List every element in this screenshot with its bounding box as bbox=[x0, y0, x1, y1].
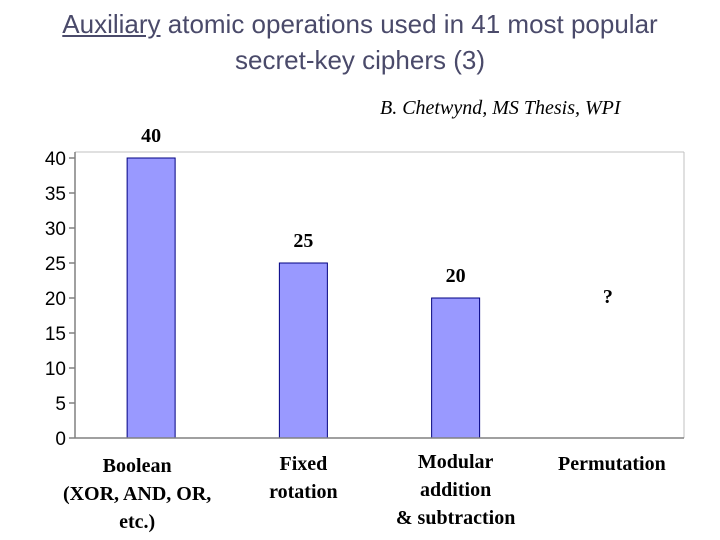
bar-1 bbox=[279, 263, 327, 438]
y-tick-label-10: 10 bbox=[44, 359, 66, 380]
y-tick-label-40: 40 bbox=[44, 149, 66, 170]
data-label-0: 40 bbox=[141, 125, 162, 147]
title-underlined-word: Auxiliary bbox=[62, 9, 161, 39]
citation: B. Chetwynd, MS Thesis, WPI bbox=[380, 97, 621, 119]
data-label-3: ? bbox=[602, 286, 613, 308]
bar-0 bbox=[127, 158, 175, 438]
y-tick-label-20: 20 bbox=[44, 289, 66, 310]
y-tick-label-30: 30 bbox=[44, 219, 66, 240]
category-label-0: Boolean (XOR, AND, OR, etc.) bbox=[62, 455, 212, 533]
category-label-2: Modular addition & subtraction bbox=[395, 451, 516, 529]
y-tick-label-25: 25 bbox=[44, 254, 66, 275]
y-tick-label-0: 0 bbox=[55, 429, 66, 450]
y-tick-label-15: 15 bbox=[44, 324, 66, 345]
data-label-1: 25 bbox=[293, 230, 314, 252]
y-tick-label-5: 5 bbox=[55, 394, 66, 415]
y-tick-label-35: 35 bbox=[44, 184, 66, 205]
category-label-1: Fixed rotation bbox=[269, 453, 338, 503]
bar-2 bbox=[432, 298, 480, 438]
title-line2: secret-key ciphers (3) bbox=[235, 45, 485, 75]
category-label-3: Permutation bbox=[557, 453, 666, 475]
title-line1-rest: atomic operations used in 41 most popular bbox=[160, 9, 658, 39]
data-label-2: 20 bbox=[445, 265, 466, 287]
